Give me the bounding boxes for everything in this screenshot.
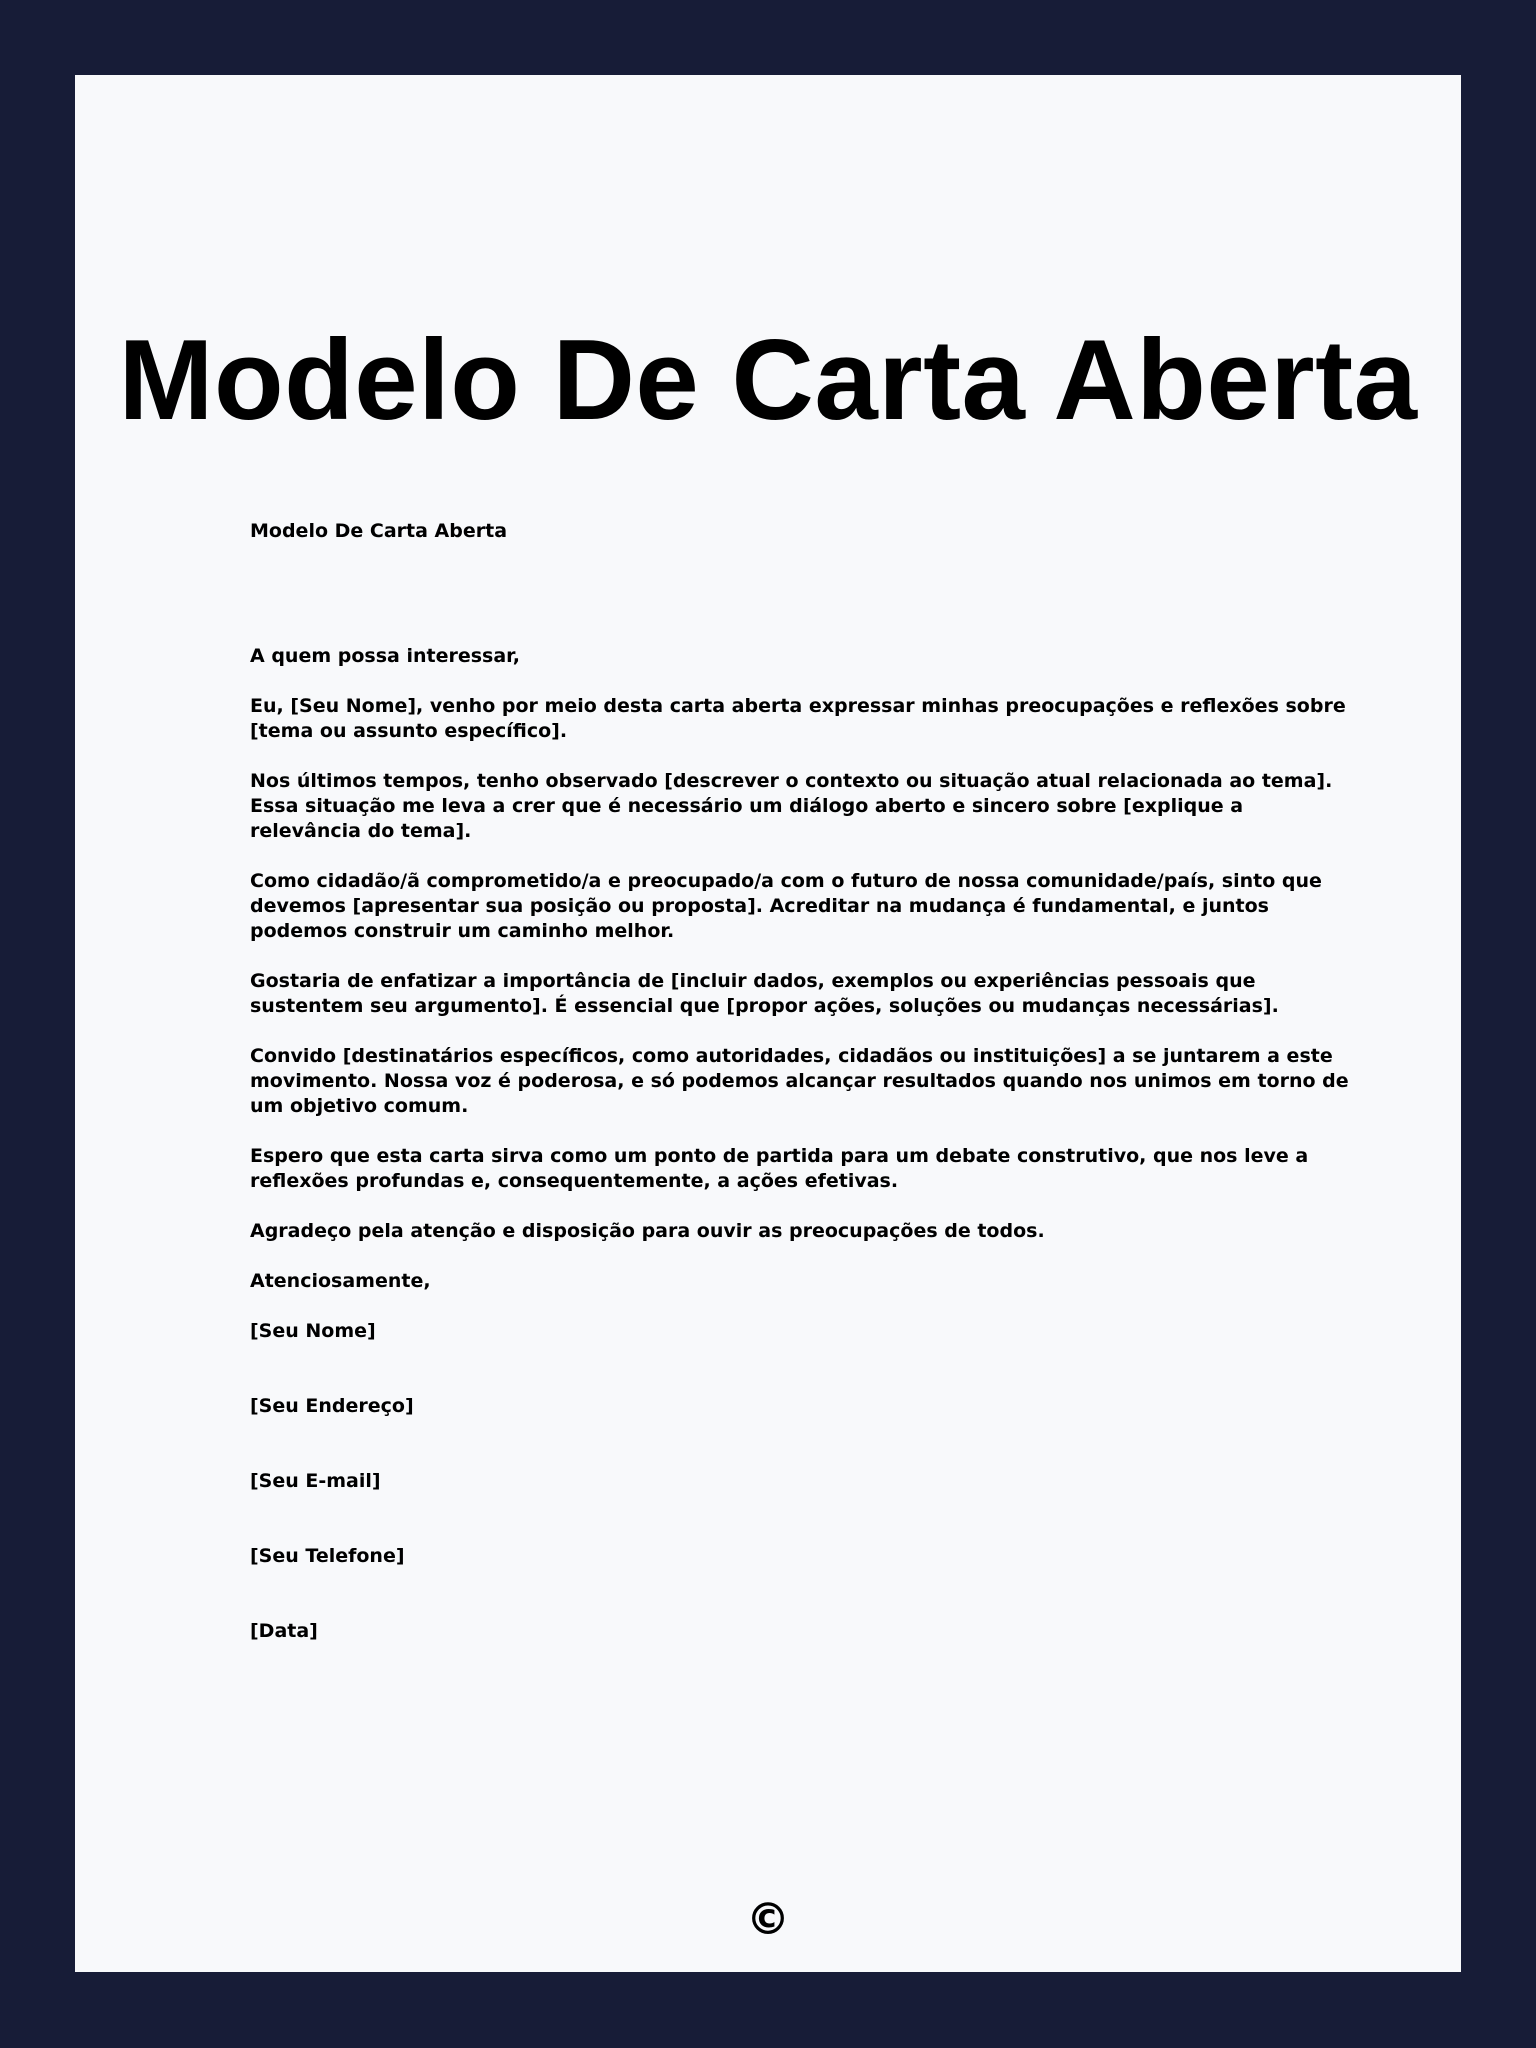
document-title: Modelo De Carta Aberta (118, 317, 1418, 444)
letter-paragraph: Nos últimos tempos, tenho observado [descrever o contexto ou situação atual relacionada ao tema]. Essa situação me leva a crer que é necessário um diálogo aberto e sincero sobre [explique a relevância do tema]. (250, 770, 1333, 842)
letter-closing: Atenciosamente, (250, 1270, 431, 1292)
letter-paragraph: Convido [destinatários específicos, como autoridades, cidadãos ou instituições] a se juntarem a este movimento. Nossa voz é poderosa, e só podemos alcançar resultados quando nos unimos em torno de um objetivo comum. (250, 1045, 1349, 1117)
letter-body (250, 519, 1350, 1644)
signature-date: [Data] (250, 1620, 318, 1642)
letter-subtitle: Modelo De Carta Aberta (250, 520, 508, 542)
letter-paragraph: Como cidadão/ã comprometido/a e preocupado/a com o futuro de nossa comunidade/país, sinto que devemos [apresentar sua posição ou proposta]. Acreditar na mudança é fundamental, e juntos podemos construir um caminho melhor. (250, 870, 1322, 942)
letter-paragraph: Gostaria de enfatizar a importância de [incluir dados, exemplos ou experiências pessoais que sustentem seu argumento]. É essencial que [propor ações, soluções ou mudanças necessárias]. (250, 970, 1279, 1017)
copyright-icon: © (746, 1894, 790, 1945)
letter-paragraph: Agradeço pela atenção e disposição para ouvir as preocupações de todos. (250, 1220, 1045, 1242)
document-page (75, 75, 1461, 1972)
signature-phone: [Seu Telefone] (250, 1545, 405, 1567)
signature-address: [Seu Endereço] (250, 1395, 414, 1417)
letter-paragraph: Espero que esta carta sirva como um ponto de partida para um debate construtivo, que nos leve a reflexões profundas e, consequentemente, a ações efetivas. (250, 1145, 1309, 1192)
letter-greeting: A quem possa interessar, (250, 645, 520, 667)
signature-name: [Seu Nome] (250, 1320, 376, 1342)
signature-email: [Seu E-mail] (250, 1470, 381, 1492)
letter-paragraph: Eu, [Seu Nome], venho por meio desta carta aberta expressar minhas preocupações e reflexões sobre [tema ou assunto específico]. (250, 695, 1346, 742)
